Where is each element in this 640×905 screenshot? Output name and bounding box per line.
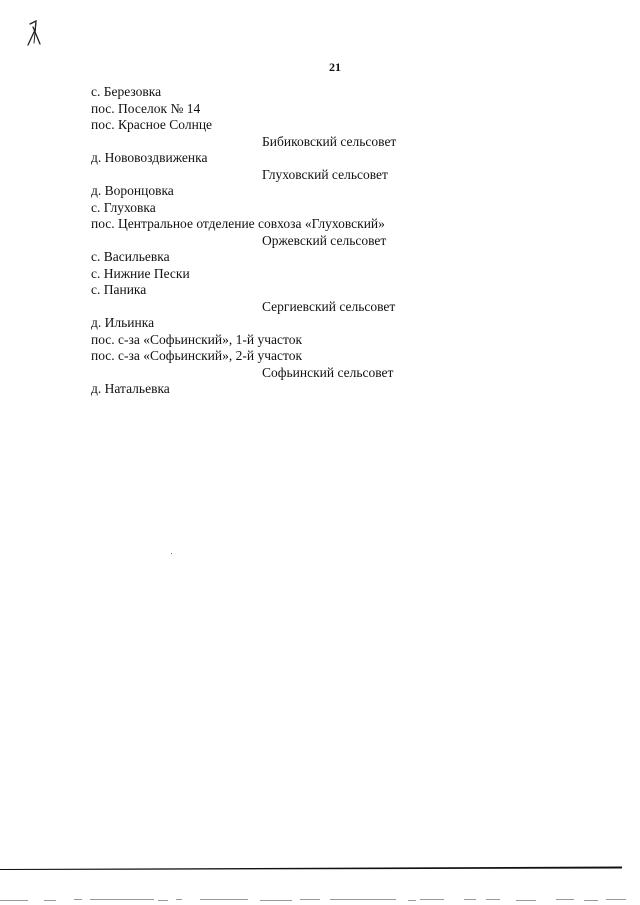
settlement-entry: пос. Поселок № 14: [91, 100, 201, 116]
settlement-list: [91, 84, 431, 398]
settlement-entry: с. Глуховка: [91, 199, 156, 215]
council-heading: Глуховский сельсовет: [262, 166, 388, 182]
settlement-entry: д. Натальевка: [91, 381, 170, 396]
settlement-entry: д. Воронцовка: [91, 183, 174, 198]
settlement-entry: пос. с-за «Софьинский», 2-й участок: [91, 348, 302, 363]
page-number: 21: [329, 60, 341, 74]
council-heading: Сергиевский сельсовет: [262, 298, 396, 314]
scan-speck: [171, 553, 172, 554]
council-heading: Бибиковский сельсовет: [262, 133, 397, 149]
settlement-entry: с. Васильевка: [91, 249, 170, 264]
settlement-entry: с. Березовка: [91, 84, 162, 99]
settlement-entry: пос. Центральное отделение совхоза «Глуховский»: [91, 216, 385, 231]
settlement-entry: пос. с-за «Софьинский», 1-й участок: [91, 331, 302, 347]
settlement-entry: пос. Красное Солнце: [91, 117, 213, 132]
scan-edge-noise: [0, 896, 640, 904]
settlement-entry: с. Нижние Пески: [91, 265, 190, 281]
bottom-rule: [0, 866, 622, 870]
settlement-entry: с. Паника: [91, 282, 147, 297]
council-heading: Софьинский сельсовет: [262, 364, 394, 380]
handwritten-mark: [24, 18, 46, 46]
settlement-entry: д. Нововоздвиженка: [91, 150, 208, 165]
council-heading: Оржевский сельсовет: [262, 232, 387, 248]
settlement-entry: д. Ильинка: [91, 315, 155, 330]
